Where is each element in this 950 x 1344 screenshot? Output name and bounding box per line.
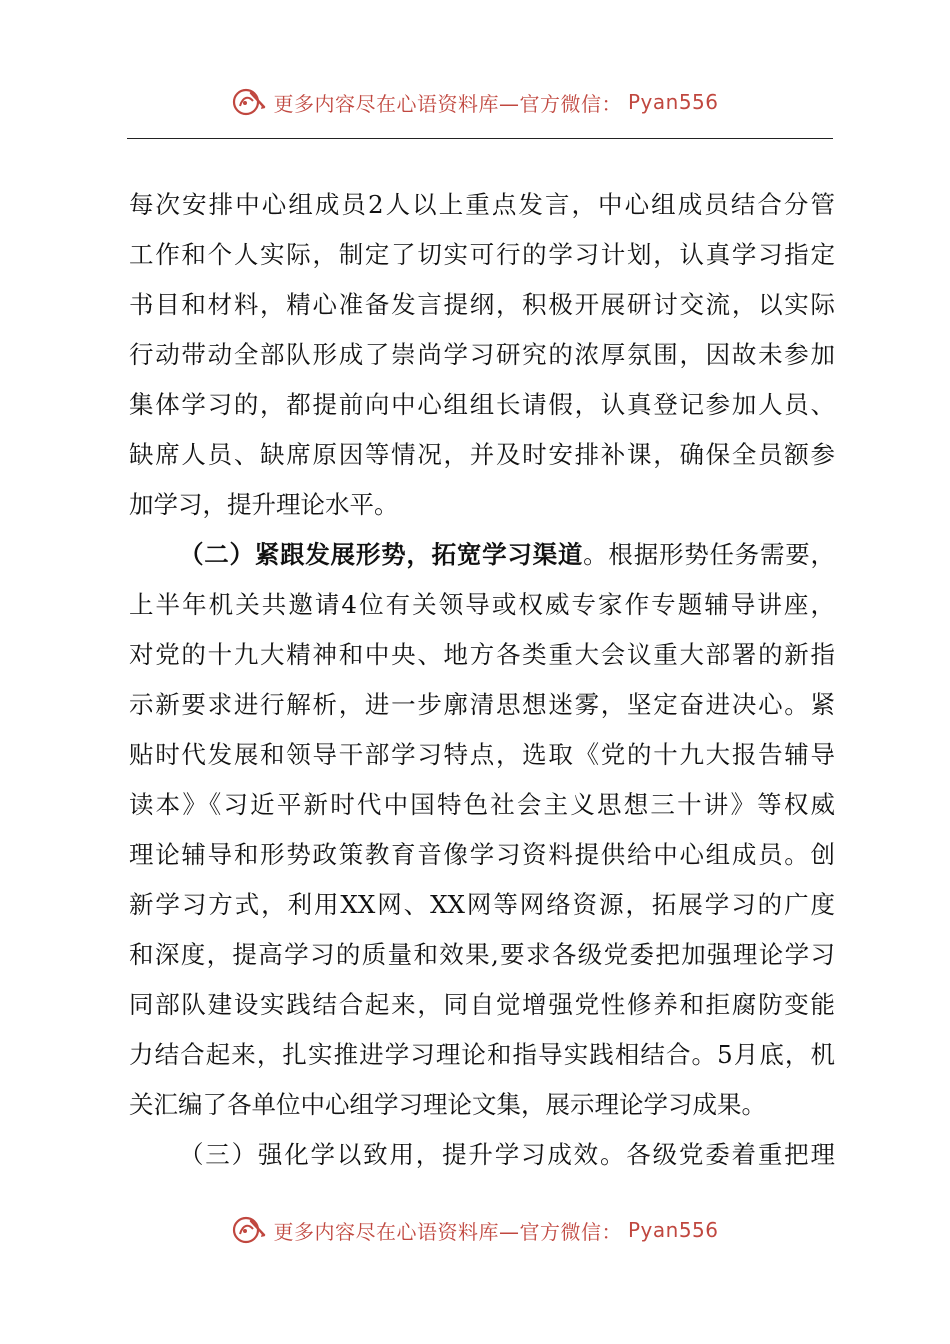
- paragraph-3: [129, 1130, 835, 1180]
- text-line: 和深度，提高学习的质量和效果,要求各级党委把加强理论学习: [129, 940, 835, 969]
- library-logo-icon: [231, 87, 267, 117]
- text-line: 加学习，提升理论水平。: [129, 490, 399, 519]
- text-line: 行动带动全部队形成了崇尚学习研究的浓厚氛围，因故未参加: [129, 340, 835, 369]
- text-line: 关汇编了各单位中心组学习理论文集，展示理论学习成果。: [129, 1090, 766, 1119]
- paragraph-3-first-line: （三）强化学以致用，提升学习成效。各级党委着重把理: [179, 1140, 835, 1169]
- header-wechat-id: Pyan556: [627, 90, 719, 114]
- footer-banner-text: 更多内容尽在心语资料库—官方微信：: [273, 1219, 622, 1244]
- text-line: 缺席人员、缺席原因等情况，并及时安排补课，确保全员额参: [129, 440, 835, 469]
- paragraph-2-first-line-rest: 。根据形势任务需要，: [583, 540, 836, 569]
- library-logo-icon: [231, 1215, 267, 1245]
- paragraph-2-first-line: [129, 530, 835, 580]
- document-body: [129, 180, 835, 1180]
- text-line: 对党的十九大精神和中央、地方各类重大会议重大部署的新指: [129, 640, 835, 669]
- text-line: 每次安排中心组成员2人以上重点发言，中心组成员结合分管: [129, 190, 835, 219]
- text-line: 集体学习的，都提前向中心组组长请假，认真登记参加人员、: [129, 390, 835, 419]
- header-banner-text: 更多内容尽在心语资料库—官方微信：: [273, 91, 622, 116]
- text-line: 新学习方式，利用XX网、XX网等网络资源，拓展学习的广度: [129, 890, 835, 919]
- text-line: 示新要求进行解析，进一步廓清思想迷雾，坚定奋进决心。紧: [129, 690, 835, 719]
- text-line: 同部队建设实践结合起来，同自觉增强党性修养和拒腐防变能: [129, 990, 835, 1019]
- section-heading-2: （二）紧跟发展形势，拓宽学习渠道: [179, 540, 584, 569]
- text-line: 书目和材料，精心准备发言提纲，积极开展研讨交流，以实际: [129, 290, 835, 319]
- header-banner: [0, 84, 950, 120]
- text-line: 力结合起来，扎实推进学习理论和指导实践相结合。5月底，机: [129, 1040, 835, 1069]
- text-line: 上半年机关共邀请4位有关领导或权威专家作专题辅导讲座，: [129, 590, 835, 619]
- paragraph-1: [129, 180, 835, 530]
- footer-banner: [0, 1212, 950, 1248]
- paragraph-2: [129, 530, 835, 1130]
- header-divider: [127, 138, 833, 139]
- footer-wechat-id: Pyan556: [627, 1218, 719, 1242]
- text-line: 读本》《习近平新时代中国特色社会主义思想三十讲》等权威: [129, 790, 835, 819]
- text-line: 贴时代发展和领导干部学习特点，选取《党的十九大报告辅导: [129, 740, 835, 769]
- text-line: 工作和个人实际，制定了切实可行的学习计划，认真学习指定: [129, 240, 835, 269]
- text-line: 理论辅导和形势政策教育音像学习资料提供给中心组成员。创: [129, 840, 835, 869]
